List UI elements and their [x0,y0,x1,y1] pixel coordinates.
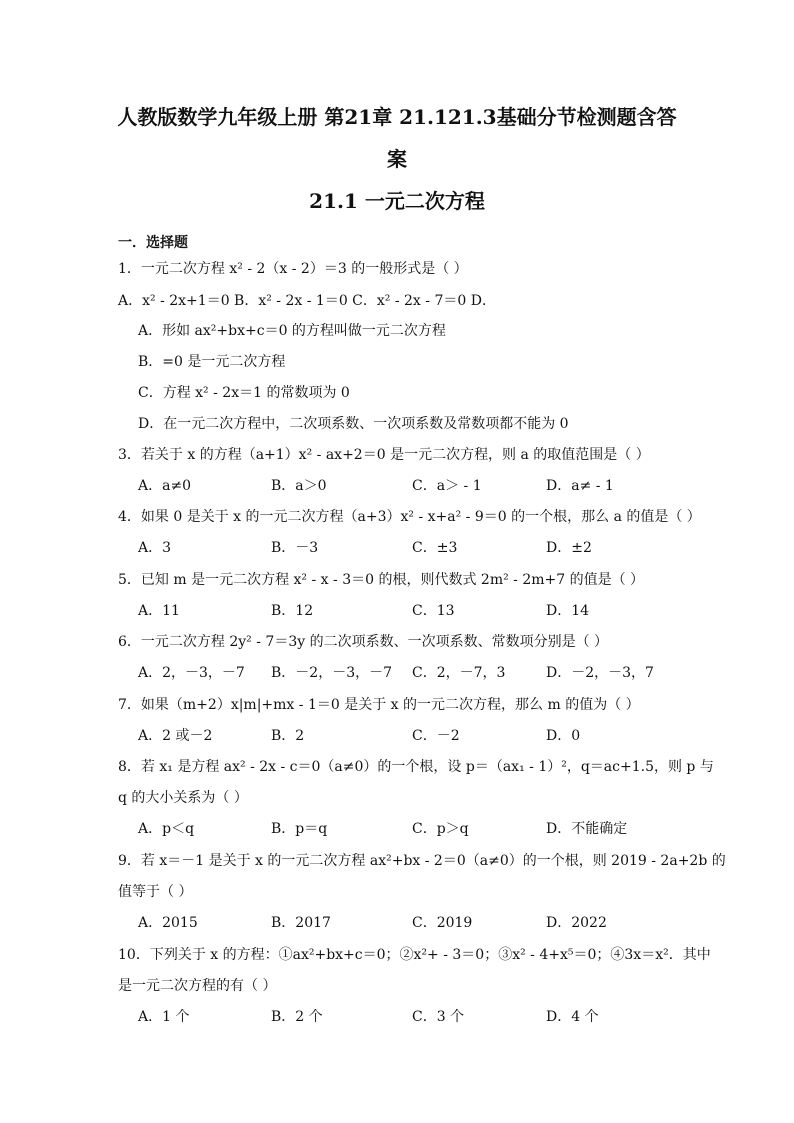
question-2-option-a: A．形如 ax²+bx+c＝0 的方程叫做一元二次方程 [138,323,446,339]
question-4-option-a: A．3 [138,540,172,556]
question-8-option-b: B．p＝q [271,821,328,837]
question-3-option-b: B．a＞0 [271,478,327,494]
question-8: 8．若 x₁ 是方程 ax² - 2x - c＝0（a≠0）的一个根，设 p＝（ax₁ - 1）²，q＝ac+1.5，则 p 与 [118,759,714,775]
question-5-option-c: C．13 [412,603,455,619]
question-7-option-a: A．2 或－2 [138,728,213,744]
question-2-option-b: B．=0 是一元二次方程 [138,354,286,370]
question-10: 10．下列关于 x 的方程：①ax²+bx+c＝0；②x²+ - 3＝0；③x² - 4+x⁵＝0；④3x＝x²．其中 [118,947,711,963]
question-10-option-b: B．2 个 [271,1009,323,1025]
question-8-continued: q 的大小关系为（ ） [118,790,248,806]
question-8-option-c: C．p＞q [412,821,469,837]
question-9-option-a: A．2015 [138,915,198,931]
question-9-option-b: B．2017 [271,915,331,931]
question-2-option-c: C．方程 x² - 2x＝1 的常数项为 0 [138,385,350,401]
question-6: 6．一元二次方程 2y² - 7＝3y 的二次项系数、一次项系数、常数项分别是（ ） [118,634,609,650]
question-4-option-d: D．±2 [546,540,592,556]
question-2-option-d: D．在一元二次方程中，二次项系数、一次项系数及常数项都不能为 0 [138,416,569,432]
question-1: 1．一元二次方程 x² - 2（x - 2）＝3 的一般形式是（ ） [118,261,468,277]
doc-title: 人教版数学九年级上册 第21章 21.121.3基础分节检测题含答 [117,105,677,129]
question-3-option-d: D．a≠ - 1 [546,478,614,494]
question-7-option-d: D．0 [546,728,581,744]
question-8-option-a: A．p＜q [138,821,195,837]
question-10-option-d: D．4 个 [546,1009,599,1025]
question-3-option-a: A．a≠0 [138,478,192,494]
question-10-option-a: A．1 个 [138,1009,190,1025]
question-9-option-d: D．2022 [546,915,607,931]
section-heading: 21.1 一元二次方程 [309,189,485,213]
question-3: 3．若关于 x 的方程（a+1）x² - ax+2＝0 是一元二次方程，则 a 的取值范围是（ ） [118,447,650,463]
question-4-option-b: B．－3 [271,540,319,556]
question-4-option-c: C．±3 [412,540,458,556]
question-7: 7．如果（m+2）x|m|+mx - 1＝0 是关于 x 的一元二次方程，那么 m 的值为（ ） [118,697,640,713]
question-9: 9．若 x＝－1 是关于 x 的一元二次方程 ax²+bx - 2＝0（a≠0）的一个根，则 2019 - 2a+2b 的 [118,853,726,869]
question-4: 4．如果 0 是关于 x 的一元二次方程（a+3）x² - x+a² - 9＝0 的一个根，那么 a 的值是（ ） [118,509,701,525]
question-8-option-d: D．不能确定 [546,821,628,837]
doc-title-continued: 案 [387,147,407,171]
question-5: 5．已知 m 是一元二次方程 x² - x - 3＝0 的根，则代数式 2m² - 2m+7 的值是（ ） [118,572,645,588]
question-10-option-c: C．3 个 [412,1009,465,1025]
question-1-options: A．x² - 2x+1＝0 B．x² - 2x - 1＝0 C．x² - 2x - 7＝0 D． [118,293,496,309]
question-6-option-d: D．－2，－3，7 [546,665,654,681]
question-section-label: 一．选择题 [118,235,188,251]
question-7-option-b: B．2 [271,728,305,744]
question-6-option-b: B．－2，－3，－7 [271,665,393,681]
question-9-continued: 值等于（ ） [118,884,193,900]
question-5-option-a: A．11 [138,603,180,619]
question-3-option-c: C．a＞ - 1 [412,478,482,494]
question-5-option-d: D．14 [546,603,590,619]
question-9-option-c: C．2019 [412,915,473,931]
question-5-option-b: B．12 [271,603,314,619]
question-6-option-c: C．2，－7，3 [412,665,506,681]
question-10-continued: 是一元二次方程的有（ ） [118,978,277,994]
question-7-option-c: C．－2 [412,728,460,744]
question-6-option-a: A．2，－3，－7 [138,665,245,681]
